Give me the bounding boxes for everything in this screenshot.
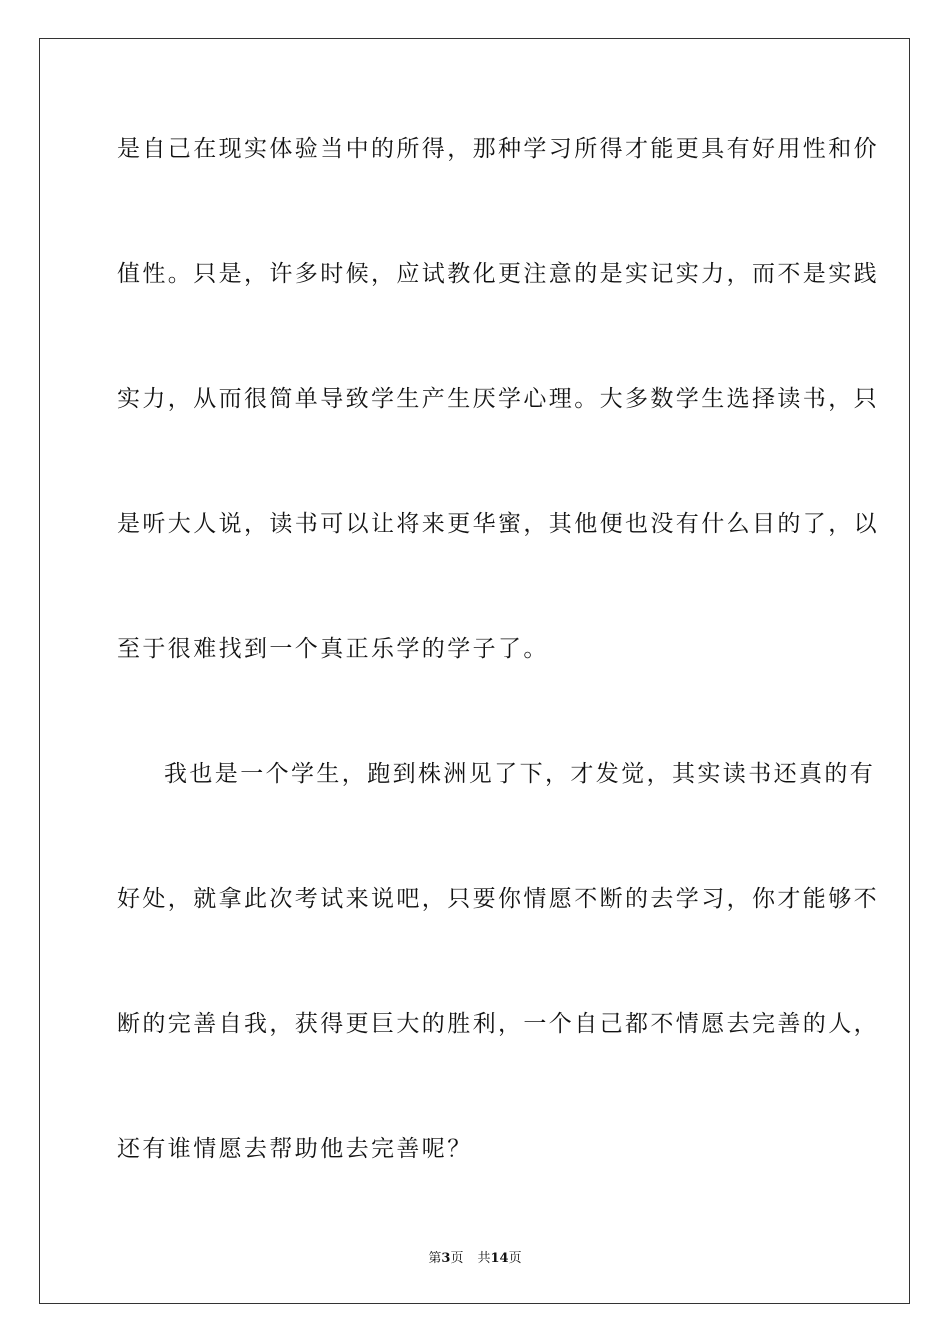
page-border	[39, 38, 910, 1304]
text-line-5: 至于很难找到一个真正乐学的学子了。	[117, 636, 549, 662]
page-number: 3	[441, 1251, 451, 1266]
text-line-9: 还有谁情愿去帮助他去完善呢？	[117, 1136, 473, 1162]
total-prefix: 共	[477, 1251, 491, 1266]
page-suffix: 页	[450, 1251, 464, 1266]
page-footer	[0, 1247, 950, 1266]
total-suffix: 页	[508, 1251, 522, 1266]
text-line-4: 是听大人说，读书可以让将来更华蜜，其他便也没有什么目的了，以	[117, 511, 879, 537]
text-line-3: 实力，从而很简单导致学生产生厌学心理。大多数学生选择读书，只	[117, 386, 879, 412]
page-prefix: 第	[428, 1251, 442, 1266]
text-line-2: 值性。只是，许多时候，应试教化更注意的是实记实力，而不是实践	[117, 261, 879, 287]
text-line-1: 是自己在现实体验当中的所得，那种学习所得才能更具有好用性和价	[117, 136, 879, 162]
total-pages: 14	[490, 1251, 509, 1266]
text-line-7: 好处，就拿此次考试来说吧，只要你情愿不断的去学习，你才能够不	[117, 886, 879, 912]
paragraph-2-first-line: 我也是一个学生，跑到株洲见了下，才发觉，其实读书还真的有	[164, 761, 876, 787]
text-line-8: 断的完善自我，获得更巨大的胜利，一个自己都不情愿去完善的人，	[117, 1011, 879, 1037]
